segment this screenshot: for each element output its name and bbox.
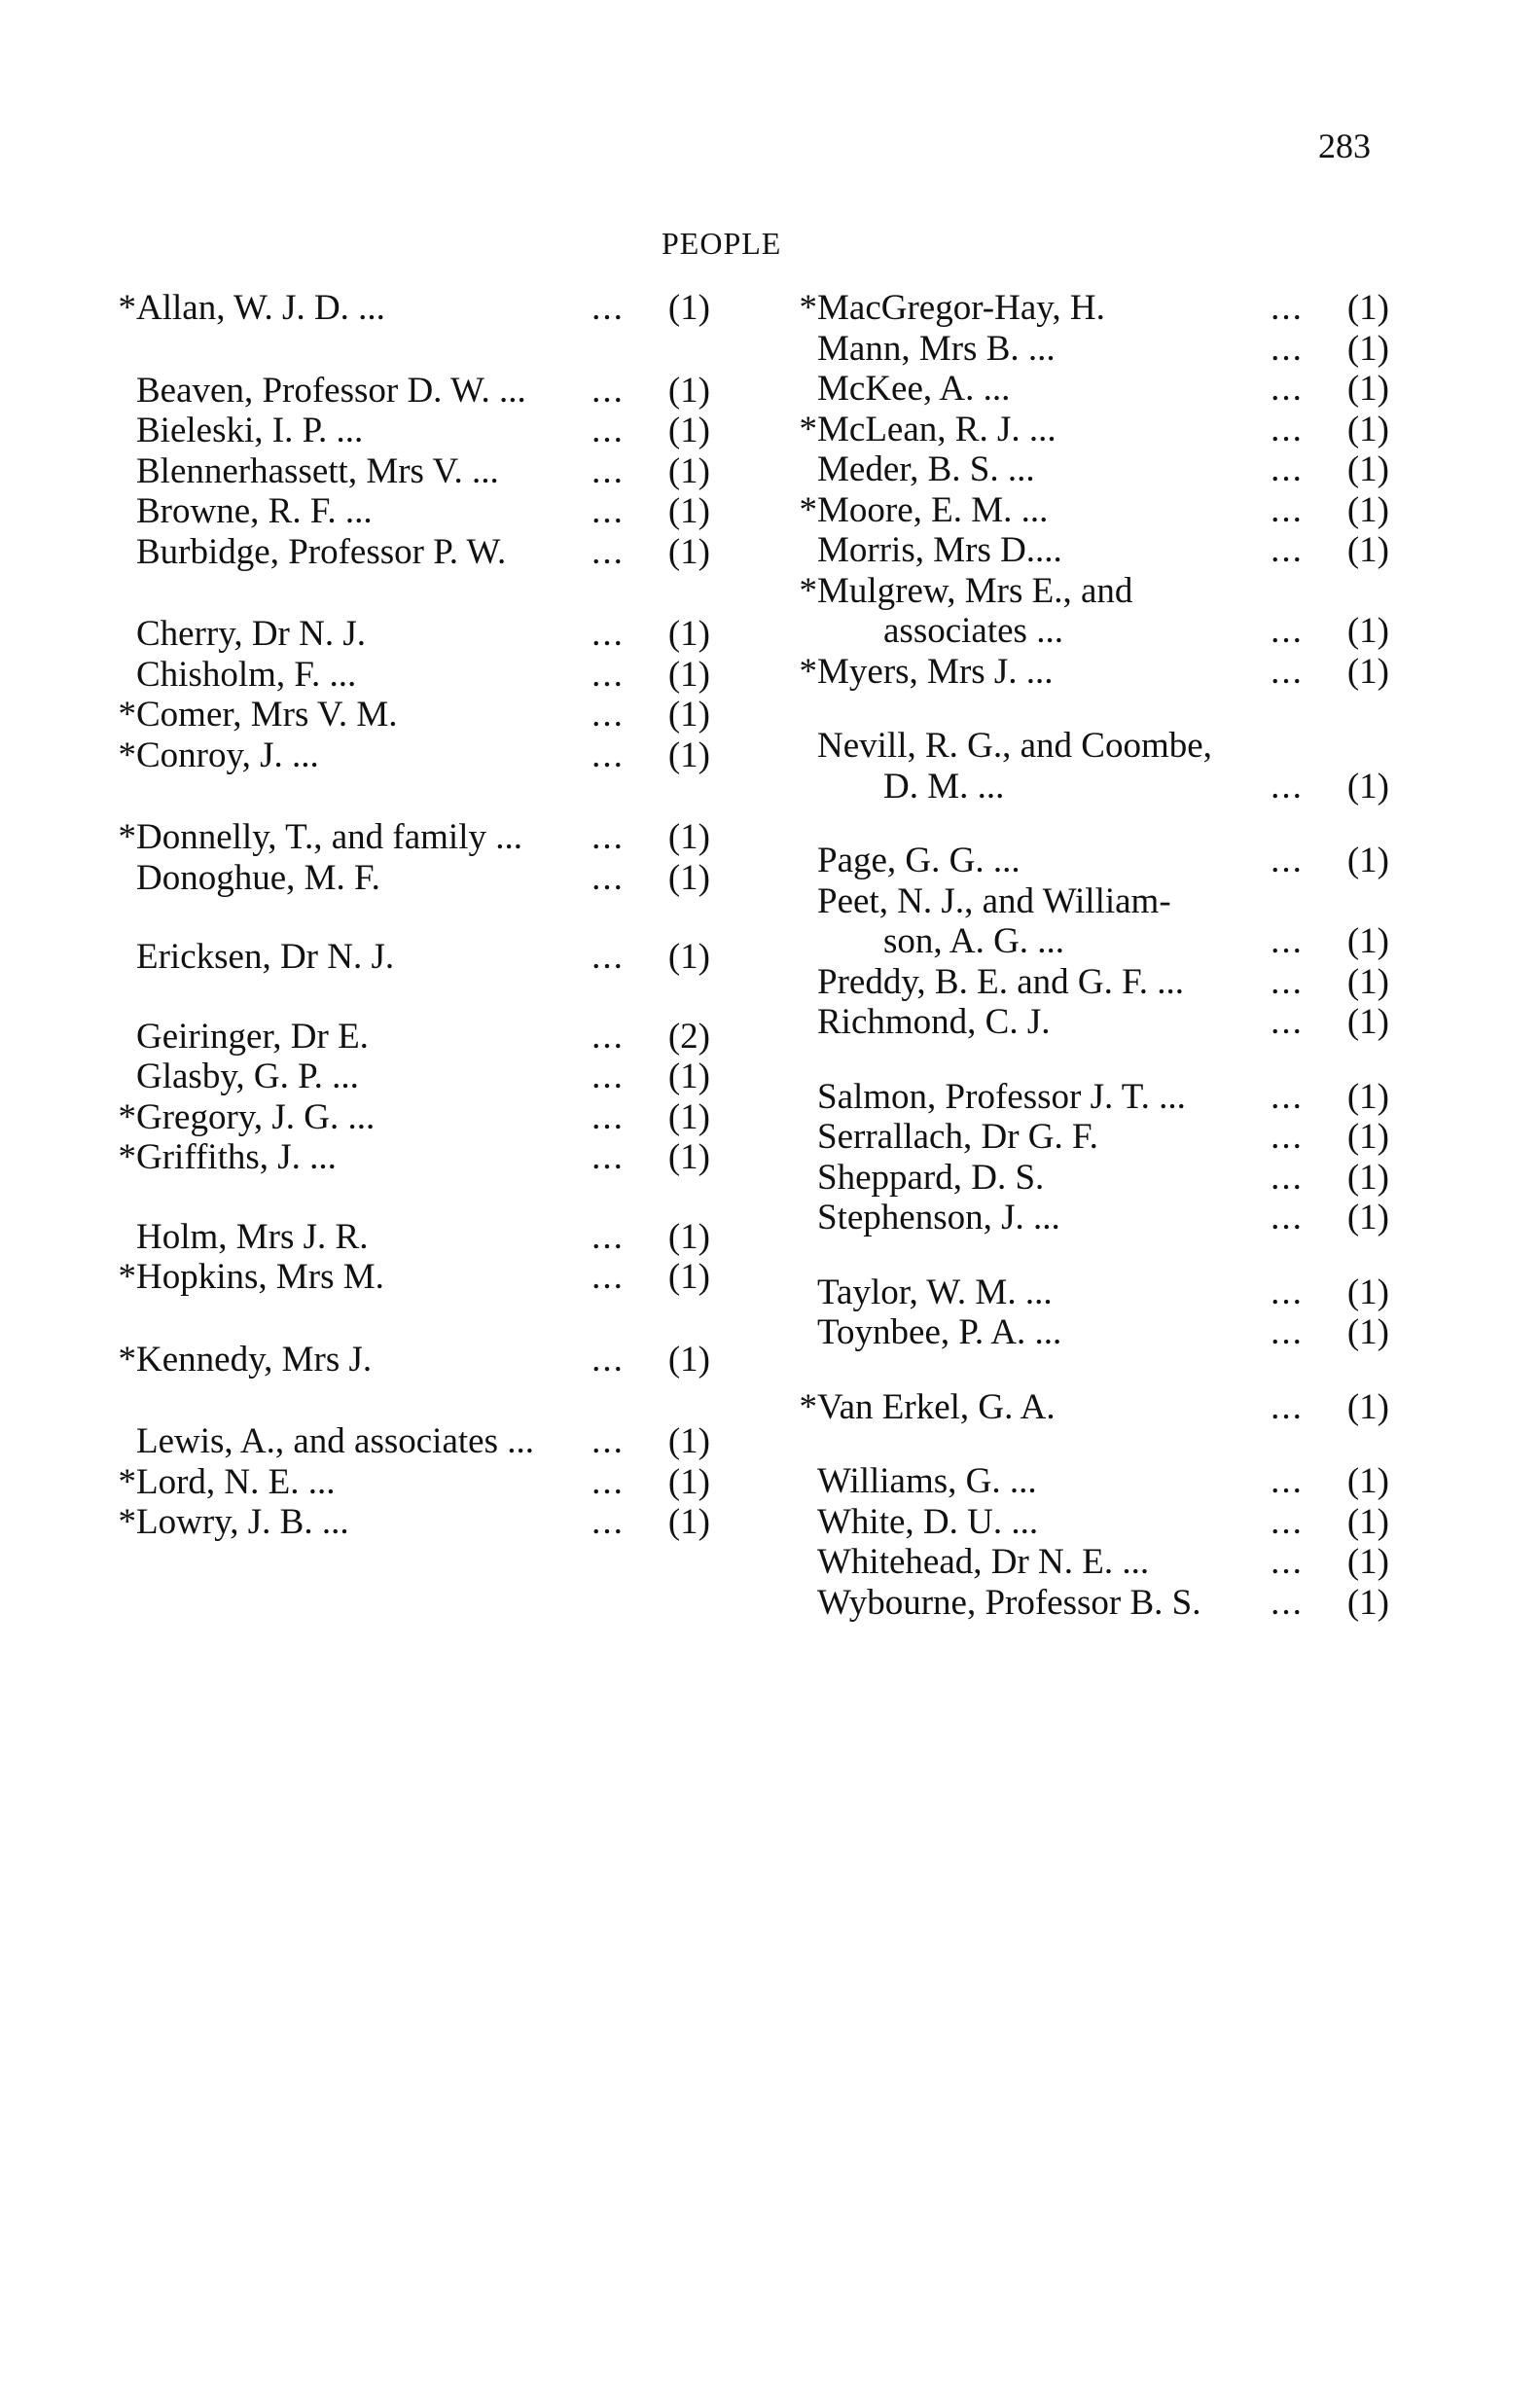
entry-count: (1)	[667, 1096, 710, 1137]
index-entry	[115, 532, 710, 573]
entry-group	[115, 1017, 710, 1178]
entry-name: Burbidge, Professor P. W.	[136, 531, 507, 572]
entry-name: Bieleski, I. P. ...	[136, 411, 364, 450]
entry-count: (1)	[667, 817, 710, 857]
index-entry	[115, 1017, 710, 1058]
leader-dots: ...	[591, 450, 625, 491]
index-entry	[796, 726, 1389, 767]
leader-dots: ...	[1271, 766, 1304, 807]
entry-group	[115, 614, 710, 775]
entry-name: Morris, Mrs D....	[817, 530, 1062, 570]
entry-group	[115, 937, 710, 978]
entry-name: Meder, B. S. ...	[817, 449, 1035, 489]
leader-dots: ...	[1271, 1157, 1304, 1198]
entry-count: (1)	[667, 1057, 710, 1096]
asterisk-marker: *	[118, 1137, 136, 1177]
leader-dots: ...	[591, 1216, 625, 1257]
entry-name: Lewis, A., and associates ...	[136, 1421, 534, 1461]
leader-dots: ...	[1271, 1386, 1304, 1427]
index-entry	[115, 1502, 710, 1543]
leader-dots: ...	[591, 695, 625, 735]
entry-name: Cherry, Dr N. J.	[136, 614, 367, 654]
index-entry	[115, 1097, 710, 1138]
leader-dots: ...	[591, 1339, 625, 1380]
entry-group	[796, 726, 1389, 807]
asterisk-marker: *	[118, 817, 136, 857]
index-entry	[796, 1002, 1389, 1043]
leader-dots: ...	[1271, 328, 1304, 369]
entry-name: Allan, W. J. D. ...	[136, 288, 385, 328]
index-entry	[115, 1137, 710, 1178]
index-entry	[796, 288, 1389, 329]
leader-dots: ...	[1271, 409, 1304, 449]
index-entry	[115, 1421, 710, 1462]
entry-count: (1)	[667, 491, 710, 531]
section-heading: PEOPLE	[662, 226, 782, 261]
index-entry	[796, 490, 1389, 531]
index-entry	[796, 449, 1389, 490]
entry-name: Preddy, B. E. and G. F. ...	[817, 961, 1184, 1002]
leader-dots: ...	[591, 1421, 625, 1461]
entry-count: (1)	[667, 1257, 710, 1297]
entry-name: Van Erkel, G. A.	[817, 1386, 1056, 1427]
entry-name: Browne, R. F. ...	[136, 491, 373, 531]
entry-group	[115, 1421, 710, 1543]
entry-count: (1)	[1346, 1117, 1389, 1157]
index-entry	[115, 1257, 710, 1298]
leader-dots: ...	[1271, 1076, 1304, 1117]
entry-name: Serrallach, Dr G. F.	[817, 1117, 1098, 1157]
entry-count: (1)	[667, 1216, 710, 1257]
asterisk-marker: *	[799, 409, 817, 449]
entry-group	[115, 371, 710, 573]
index-entry	[796, 1077, 1389, 1118]
entry-count: (1)	[667, 1339, 710, 1380]
leader-dots: ...	[1271, 1501, 1304, 1542]
leader-dots: ...	[591, 1016, 625, 1057]
entry-count: (1)	[1346, 1582, 1389, 1623]
entry-count: (1)	[1346, 921, 1389, 961]
leader-dots: ...	[591, 654, 625, 695]
leader-dots: ...	[1271, 1582, 1304, 1623]
entry-count: (1)	[1346, 1461, 1389, 1501]
left-column	[115, 288, 710, 1543]
index-entry	[115, 614, 710, 655]
leader-dots: ...	[1271, 369, 1304, 409]
entry-name: Lord, N. E. ...	[136, 1461, 336, 1502]
entry-name: MacGregor-Hay, H.	[817, 288, 1105, 328]
entry-count: (1)	[1346, 651, 1389, 692]
index-entry	[796, 1461, 1389, 1502]
leader-dots: ...	[1271, 611, 1304, 651]
entry-name: Mulgrew, Mrs E., and	[817, 570, 1133, 611]
entry-count: (1)	[1346, 1157, 1389, 1198]
entry-count: (1)	[1346, 409, 1389, 449]
leader-dots: ...	[1271, 1002, 1304, 1042]
index-entry	[796, 1387, 1389, 1428]
asterisk-marker: *	[799, 489, 817, 530]
index-entry	[115, 655, 710, 696]
index-entry	[796, 1198, 1389, 1238]
entry-count: (1)	[1346, 841, 1389, 880]
entry-count: (1)	[1346, 611, 1389, 651]
entry-name: Hopkins, Mrs M.	[136, 1257, 384, 1297]
index-entry	[796, 652, 1389, 693]
entry-count: (1)	[1346, 288, 1389, 328]
leader-dots: ...	[591, 1137, 625, 1177]
entry-name: Geiringer, Dr E.	[136, 1016, 369, 1057]
index-entry	[115, 491, 710, 532]
index-entry	[796, 1273, 1389, 1313]
entry-name: Myers, Mrs J. ...	[817, 651, 1054, 692]
entry-name: Salmon, Professor J. T. ...	[817, 1076, 1186, 1117]
entry-name: Chisholm, F. ...	[136, 654, 357, 695]
index-entry	[796, 1502, 1389, 1543]
entry-name: Sheppard, D. S.	[817, 1157, 1045, 1198]
entry-group	[796, 1461, 1389, 1623]
index-entry	[796, 530, 1389, 571]
index-entry	[115, 288, 710, 329]
entry-name: Nevill, R. G., and Coombe,	[817, 726, 1212, 766]
index-entry	[796, 369, 1389, 410]
leader-dots: ...	[1271, 961, 1304, 1002]
index-entry	[796, 841, 1389, 881]
leader-dots: ...	[1271, 449, 1304, 489]
asterisk-marker: *	[118, 1257, 136, 1297]
leader-dots: ...	[1271, 1461, 1304, 1501]
entry-count: (1)	[1346, 1076, 1389, 1117]
entry-name: Toynbee, P. A. ...	[817, 1312, 1062, 1352]
page-number: 283	[1318, 126, 1371, 165]
index-entry	[115, 735, 710, 776]
entry-name: Page, G. G. ...	[817, 841, 1021, 880]
entry-name: Mann, Mrs B. ...	[817, 328, 1056, 369]
entry-count: (1)	[667, 1137, 710, 1177]
entry-name: Stephenson, J. ...	[817, 1198, 1060, 1237]
entry-name: Whitehead, Dr N. E. ...	[817, 1542, 1150, 1582]
index-entry	[796, 962, 1389, 1003]
leader-dots: ...	[591, 1057, 625, 1096]
index-entry	[796, 1583, 1389, 1624]
leader-dots: ...	[591, 1257, 625, 1297]
entry-count: (1)	[667, 1502, 710, 1542]
right-column	[796, 288, 1389, 1623]
entry-group	[796, 1273, 1389, 1353]
index-entry	[115, 451, 710, 492]
index-entry	[115, 1057, 710, 1097]
asterisk-marker: *	[799, 570, 817, 611]
index-entry	[115, 1217, 710, 1258]
entry-name: Griffiths, J. ...	[136, 1137, 337, 1177]
leader-dots: ...	[1271, 1272, 1304, 1312]
entry-group	[796, 841, 1389, 1043]
entry-group	[796, 1077, 1389, 1238]
entry-name: Comer, Mrs V. M.	[136, 695, 398, 735]
leader-dots: ...	[1271, 288, 1304, 328]
index-entry	[115, 695, 710, 735]
leader-dots: ...	[591, 1096, 625, 1137]
leader-dots: ...	[591, 531, 625, 572]
index-entry	[115, 817, 710, 858]
entry-count: (1)	[1346, 530, 1389, 570]
entry-count: (1)	[667, 695, 710, 735]
index-entry	[796, 410, 1389, 450]
entry-name: Williams, G. ...	[817, 1461, 1037, 1501]
index-entry	[796, 611, 1389, 652]
entry-name: Beaven, Professor D. W. ...	[136, 370, 526, 411]
leader-dots: ...	[1271, 1198, 1304, 1237]
index-entry	[796, 767, 1389, 807]
asterisk-marker: *	[118, 1339, 136, 1380]
index-entry	[115, 1340, 710, 1380]
entry-name: White, D. U. ...	[817, 1501, 1039, 1542]
entry-count: (1)	[667, 614, 710, 654]
entry-count: (1)	[1346, 1386, 1389, 1427]
entry-name: Moore, E. M. ...	[817, 489, 1049, 530]
asterisk-marker: *	[118, 1461, 136, 1502]
entry-name: D. M. ...	[883, 766, 1005, 807]
entry-count: (1)	[1346, 1542, 1389, 1582]
index-entry	[796, 1542, 1389, 1583]
entry-count: (1)	[1346, 1198, 1389, 1237]
asterisk-marker: *	[118, 695, 136, 735]
asterisk-marker: *	[799, 1386, 817, 1427]
entry-name: Lowry, J. B. ...	[136, 1502, 349, 1542]
index-entry	[115, 411, 710, 451]
asterisk-marker: *	[118, 735, 136, 775]
entry-count: (1)	[667, 654, 710, 695]
entry-count: (1)	[1346, 1501, 1389, 1542]
index-entry	[796, 329, 1389, 370]
leader-dots: ...	[591, 857, 625, 898]
entry-count: (1)	[667, 450, 710, 491]
entry-name: Kennedy, Mrs J.	[136, 1339, 373, 1380]
entry-name: son, A. G. ...	[883, 921, 1065, 961]
index-entry	[796, 881, 1389, 922]
leader-dots: ...	[591, 288, 625, 328]
entry-name: Donoghue, M. F.	[136, 857, 380, 898]
asterisk-marker: *	[118, 1502, 136, 1542]
asterisk-marker: *	[799, 288, 817, 328]
entry-count: (1)	[667, 411, 710, 450]
leader-dots: ...	[1271, 841, 1304, 880]
leader-dots: ...	[1271, 651, 1304, 692]
entry-name: Richmond, C. J.	[817, 1002, 1051, 1042]
entry-name: Holm, Mrs J. R.	[136, 1216, 369, 1257]
leader-dots: ...	[591, 937, 625, 977]
leader-dots: ...	[591, 411, 625, 450]
entry-name: Ericksen, Dr N. J.	[136, 937, 395, 977]
entry-group	[115, 817, 710, 898]
index-entry	[115, 858, 710, 899]
index-entry	[796, 571, 1389, 612]
entry-count: (2)	[667, 1016, 710, 1057]
entry-count: (1)	[667, 937, 710, 977]
entry-count: (1)	[1346, 369, 1389, 409]
entry-count: (1)	[1346, 449, 1389, 489]
entry-count: (1)	[667, 857, 710, 898]
asterisk-marker: *	[118, 288, 136, 328]
entry-count: (1)	[667, 1461, 710, 1502]
index-entry	[115, 937, 710, 978]
entry-count: (1)	[1346, 766, 1389, 807]
entry-name: Blennerhassett, Mrs V. ...	[136, 450, 499, 491]
entry-count: (1)	[667, 1421, 710, 1461]
entry-name: Conroy, J. ...	[136, 735, 319, 775]
entry-count: (1)	[1346, 1002, 1389, 1042]
entry-count: (1)	[667, 531, 710, 572]
entry-group	[115, 1340, 710, 1380]
entry-count: (1)	[667, 735, 710, 775]
entry-name: McKee, A. ...	[817, 369, 1011, 409]
entry-count: (1)	[1346, 489, 1389, 530]
entry-name: Wybourne, Professor B. S.	[817, 1582, 1201, 1623]
entry-group	[115, 288, 710, 329]
leader-dots: ...	[1271, 1117, 1304, 1157]
leader-dots: ...	[1271, 1312, 1304, 1352]
index-entry	[115, 1462, 710, 1503]
entry-count: (1)	[1346, 328, 1389, 369]
index-entry	[115, 371, 710, 412]
leader-dots: ...	[591, 614, 625, 654]
leader-dots: ...	[591, 735, 625, 775]
leader-dots: ...	[591, 491, 625, 531]
entry-name: Taylor, W. M. ...	[817, 1272, 1053, 1312]
leader-dots: ...	[591, 370, 625, 411]
leader-dots: ...	[591, 1461, 625, 1502]
index-entry	[796, 1312, 1389, 1353]
entry-group	[796, 1387, 1389, 1428]
leader-dots: ...	[591, 817, 625, 857]
index-entry	[796, 921, 1389, 962]
leader-dots: ...	[1271, 489, 1304, 530]
entry-name: Peet, N. J., and William-	[817, 880, 1171, 921]
entry-name: Glasby, G. P. ...	[136, 1057, 359, 1096]
entry-count: (1)	[1346, 1312, 1389, 1352]
leader-dots: ...	[1271, 921, 1304, 961]
entry-group	[115, 1217, 710, 1298]
entry-count: (1)	[1346, 961, 1389, 1002]
entry-name: associates ...	[883, 611, 1063, 651]
entry-group	[796, 288, 1389, 692]
asterisk-marker: *	[799, 651, 817, 692]
entry-count: (1)	[667, 288, 710, 328]
entry-count: (1)	[667, 370, 710, 411]
index-entry	[796, 1158, 1389, 1199]
asterisk-marker: *	[118, 1096, 136, 1137]
entry-count: (1)	[1346, 1272, 1389, 1312]
leader-dots: ...	[1271, 1542, 1304, 1582]
index-entry	[796, 1117, 1389, 1158]
leader-dots: ...	[591, 1502, 625, 1542]
entry-name: Donnelly, T., and family ...	[136, 817, 522, 857]
leader-dots: ...	[1271, 530, 1304, 570]
entry-name: McLean, R. J. ...	[817, 409, 1057, 449]
entry-name: Gregory, J. G. ...	[136, 1096, 376, 1137]
